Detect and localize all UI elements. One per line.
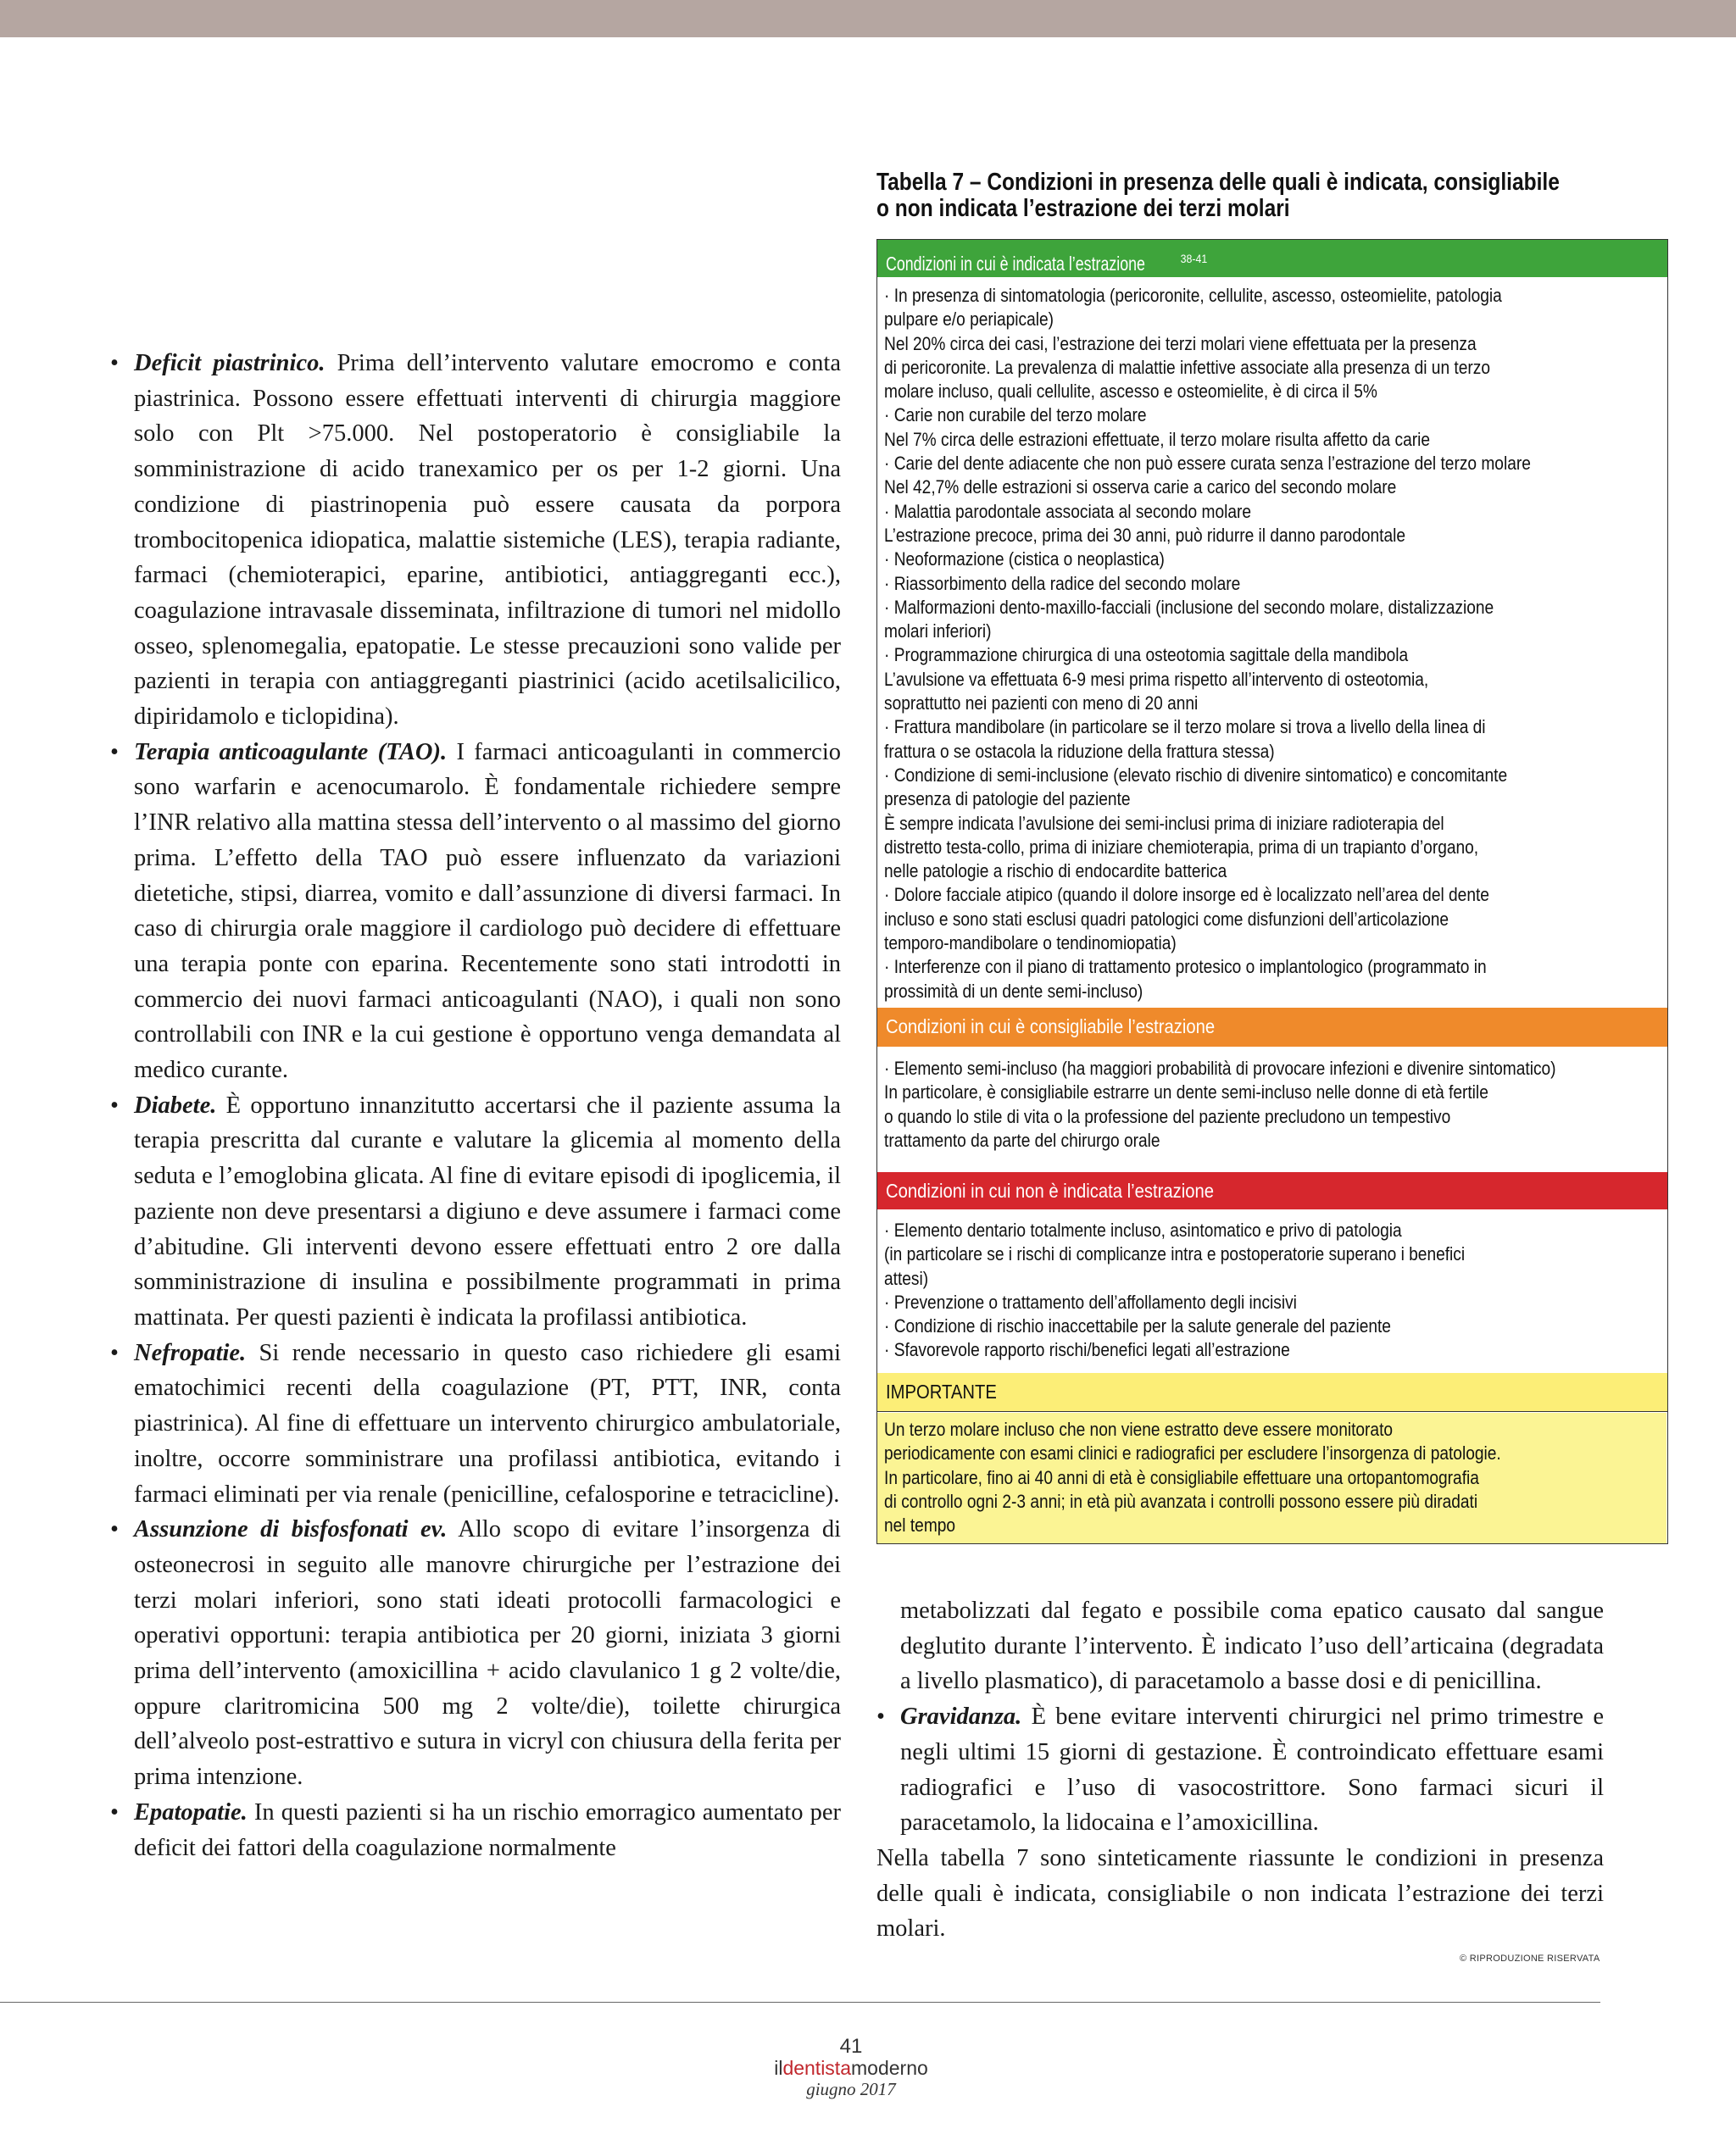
term: Epatopatie. [134, 1798, 248, 1826]
table-line: nel tempo [884, 1515, 956, 1537]
table-line: periodicamente con esami clinici e radiografici per escludere l’insorgenza di patologie. [884, 1442, 1501, 1465]
paragraph-bisfosfonati [110, 1512, 841, 1795]
table-line: presenza di patologie del paziente [884, 788, 1131, 810]
paragraph-closing: Nella tabella 7 sono sinteticamente riassunte le condizioni in presenza delle quali è indicata, consigliabile o non indicata l’estrazione dei terzi molari. [876, 1844, 1604, 1943]
table-line: · Malattia parodontale associata al secondo molare [884, 500, 1252, 522]
table-line: L’avulsione va effettuata 6-9 mesi prima rispetto all’intervento di osteotomia, [884, 668, 1429, 690]
section-body-important [877, 1413, 1666, 1543]
section-header-advisable [877, 1008, 1667, 1047]
section-header-label: Condizioni in cui non è indicata l’estrazione [886, 1180, 1215, 1202]
table-line: · Malformazioni dento-maxillo-facciali (inclusione del secondo molare, distalizzazione [884, 596, 1494, 618]
bullet: • [110, 350, 119, 376]
table-line: (in particolare se i rischi di complicanze intra e postoperatorie superano i benefici [884, 1243, 1466, 1265]
table-line: Nel 20% circa dei casi, l’estrazione dei terzi molari viene effettuata per la presenza [884, 332, 1477, 354]
table-line: In particolare, è consigliabile estrarre un dente semi-incluso nelle donne di età fertile [884, 1081, 1488, 1103]
publication-logo [698, 2058, 1004, 2079]
table-line: · Riassorbimento della radice del secondo molare [884, 572, 1241, 594]
table-line: · Elemento dentario totalmente incluso, asintomatico e privo di patologia [884, 1220, 1402, 1241]
copyright-notice: © RIPRODUZIONE RISERVATA [1460, 1954, 1600, 1964]
table-line: In particolare, fino ai 40 anni di età è consigliabile effettuare una ortopantomografia [884, 1466, 1479, 1488]
conditions-table [876, 239, 1668, 1544]
term: Terapia anticoagulante (TAO). [134, 738, 448, 765]
table-line: molari inferiori) [884, 620, 992, 642]
table-line: · Condizione di semi-inclusione (elevato rischio di divenire sintomatico) e concomitante [884, 764, 1508, 786]
paragraph-diabete [110, 1088, 841, 1336]
table-line: prossimità di un dente semi-incluso) [884, 980, 1143, 1002]
table-lines [884, 1418, 1659, 1537]
table-line: di controllo ogni 2-3 anni; in età più avanzata i controlli possono essere più diradati [884, 1490, 1478, 1512]
table-line: · Interferenze con il piano di trattamento protesico o implantologico (programmato in [884, 956, 1487, 978]
table-line: o quando lo stile di vita o la professione del paziente precludono un tempestivo [884, 1105, 1451, 1127]
table-lines [884, 1219, 1659, 1363]
bullet: • [110, 1092, 119, 1119]
paragraph-text: Allo scopo di evitare l’insorgenza di osteonecrosi in seguito alle manovre chirurgiche per l’estrazione dei terzi molari inferiori, sono stati ideati protocolli farmacologici e operativi opportuni: terapia antibiotica per 20 giorni, iniziata 3 giorni prima dell’intervento (amoxicillina + acido clavulanico 1 g 2 volte/die, oppure claritromicina 500 mg 2 volte/die), toilette chirurgica dell’alveolo post-estrattivo e sutura in vicryl con chiusura della ferita per prima intenzione. [134, 1516, 841, 1791]
brand-text: moderno [851, 2057, 928, 2079]
table-line: Un terzo molare incluso che non viene estratto deve essere monitorato [884, 1419, 1394, 1440]
citation-superscript: 38-41 [1180, 252, 1208, 265]
table-line: incluso e sono stati esclusi quadri patologici come disfunzioni dell’articolazione [884, 908, 1449, 930]
brand-text: il [774, 2057, 783, 2079]
table-line: · Frattura mandibolare (in particolare se il terzo molare si trova a livello della linea di [884, 716, 1486, 738]
term: Deficit piastrinico. [134, 350, 326, 376]
paragraph-deficit-piastrinico [110, 346, 841, 735]
section-header-not-indicated [877, 1172, 1667, 1209]
table-line: · Neoformazione (cistica o neoplastica) [884, 548, 1165, 570]
bullet: • [876, 1704, 885, 1731]
footer-divider [0, 2002, 1600, 2003]
table-line: · Elemento semi-incluso (ha maggiori probabilità di provocare infezioni e divenire sintomatico) [884, 1058, 1556, 1079]
table-line: di pericoronite. La prevalenza di malattie infettive associate alla presenza di un terzo [884, 356, 1490, 378]
table-title-line: Tabella 7 – Condizioni in presenza delle quali è indicata, consigliabile [876, 169, 1560, 196]
table-line: temporo-mandibolare o tendinomiopatia) [884, 932, 1177, 954]
section-body-indicated [884, 284, 1662, 1004]
table-line: · Dolore facciale atipico (quando il dolore insorge ed è localizzato nell’area del dente [884, 884, 1489, 906]
paragraph-text: Si rende necessario in questo caso richiedere gli esami ematochimici recenti della coagulazione (PT, PTT, INR, conta piastrinica). Al fine di effettuare un intervento chirurgico ambulatoriale, inoltre, occorre somministrare una profilassi antibiotica, evitando i farmaci eliminati per via renale (penicilline, cefalosporine e tetracicline). [134, 1339, 841, 1508]
paragraph-epatopatie [110, 1795, 841, 1865]
table-line: · Carie non curabile del terzo molare [884, 404, 1147, 426]
table-line: distretto testa-collo, prima di iniziare chemioterapia, prima di un trapianto d’organo, [884, 836, 1479, 858]
section-header-indicated [877, 240, 1667, 277]
term: Gravidanza. [900, 1704, 1022, 1731]
table-line: Nel 7% circa delle estrazioni effettuate, il terzo molare risulta affetto da carie [884, 428, 1431, 450]
bullet: • [110, 1516, 119, 1543]
section-header-label: Condizioni in cui è indicata l’estrazione [886, 252, 1145, 275]
table-line: frattura o se ostacola la riduzione della frattura stessa) [884, 740, 1275, 762]
paragraph-terapia-anticoagulante [110, 735, 841, 1088]
table-line: · Programmazione chirurgica di una osteotomia sagittale della mandibola [884, 644, 1409, 666]
section-header-label: Condizioni in cui è consigliabile l’estrazione [886, 1015, 1216, 1037]
brand-text: dentista [782, 2057, 851, 2079]
paragraph-text: Prima dell’intervento valutare emocromo e conta piastrinica. Possono essere effettuati interventi di chirurgia maggiore solo con Plt >75.000. Nel postoperatorio è consigliabile la somministrazione di acido tranexamico per os per 1-2 giorni. Una condizione di piastrinopenia può essere causata da porpora trombocitopenica idiopatica, malattie sistemiche (LES), terapia radiante, farmaci (chemioterapici, eparine, antibiotici, antiaggreganti ecc.), coagulazione intravasale disseminata, infiltrazione di tumori nel midollo osseo, splenomegalia, epatopatie. Le stesse precauzioni sono valide per pazienti in terapia con antiaggreganti piastrinici (acido acetilsalicilico, dipiridamolo e ticlopidina). [134, 350, 841, 731]
table-line: È sempre indicata l’avulsione dei semi-inclusi prima di iniziare radioterapia del [884, 812, 1444, 834]
page-footer [698, 2036, 1004, 2099]
table-line: Nel 42,7% delle estrazioni si osserva carie a carico del secondo molare [884, 476, 1397, 498]
table-line: soprattutto nei pazienti con meno di 20 anni [884, 692, 1199, 714]
term: Assunzione di bisfosfonati ev. [134, 1516, 448, 1543]
paragraph-text: In questi pazienti si ha un rischio emorragico aumentato per deficit dei fattori della coagulazione normalmente [134, 1798, 841, 1861]
table-line: molare incluso, quali cellulite, ascesso e osteomielite, è di circa il 5% [884, 381, 1377, 403]
table-line: · Prevenzione o trattamento dell’affollamento degli incisivi [884, 1291, 1297, 1313]
bullet: • [110, 1339, 119, 1366]
bullet: • [110, 738, 119, 765]
term: Diabete. [134, 1092, 217, 1119]
paragraph-nefropatie [110, 1336, 841, 1513]
table-title [876, 170, 1561, 222]
table-line: · Condizione di rischio inaccettabile per la salute generale del paziente [884, 1315, 1391, 1337]
table-line: pulpare e/o periapicale) [884, 308, 1054, 331]
section-header-label: IMPORTANTE [886, 1381, 997, 1403]
issue-date: giugno 2017 [806, 2079, 896, 2099]
table-line: attesi) [884, 1267, 929, 1289]
bullet: • [110, 1798, 119, 1826]
top-color-band [0, 0, 1736, 37]
paragraph-text: È opportuno innanzitutto accertarsi che il paziente assuma la terapia prescritta dal curante e valutare la glicemia al momento della seduta e l’emoglobina glicata. Al fine di evitare episodi di ipoglicemia, il paziente non deve presentarsi a digiuno e deve assumere i farmaci come d’abitudine. Gli interventi devono essere effettuati entro 2 ore dalla somministrazione di insulina e possibilmente programmati in prima mattinata. Per questi pazienti è indicata la profilassi antibiotica. [134, 1092, 841, 1331]
term: Nefropatie. [134, 1339, 247, 1366]
section-header-important [877, 1373, 1667, 1412]
paragraph-gravidanza [876, 1699, 1604, 1841]
table-lines [884, 284, 1659, 1003]
table-line: L’estrazione precoce, prima dei 30 anni, può ridurre il danno parodontale [884, 524, 1406, 546]
table-line: · Carie del dente adiacente che non può essere curata senza l’estrazione del terzo molare [884, 453, 1531, 475]
table-title-line: o non indicata l’estrazione dei terzi molari [876, 195, 1290, 222]
section-body-advisable [884, 1057, 1662, 1169]
paragraph-continuation: metabolizzati dal fegato e possibile coma epatico causato dal sangue deglutito durante l’intervento. È indicato l’uso dell’articaina (degradata a livello plasmatico), di paracetamolo a basse dosi e di penicillina. [900, 1598, 1604, 1695]
right-column [876, 1593, 1604, 1947]
page-number: 41 [839, 2035, 863, 2058]
table-line: trattamento da parte del chirurgo orale [884, 1129, 1160, 1151]
table-line: · In presenza di sintomatologia (pericoronite, cellulite, ascesso, osteomielite, patologia [884, 285, 1502, 306]
paragraph-text: È bene evitare interventi chirurgici nel primo trimestre e negli ultimi 15 giorni di gestazione. È controindicato effettuare esami radiografici e l’uso di vasocostrittore. Sono farmaci sicuri il paracetamolo, la lidocaina e l’amoxicillina. [900, 1704, 1604, 1837]
section-body-not-indicated [884, 1219, 1662, 1371]
table-line: · Sfavorevole rapporto rischi/benefici legati all’estrazione [884, 1339, 1290, 1361]
left-column [110, 346, 841, 1865]
table-lines [884, 1057, 1659, 1153]
paragraph-text: I farmaci anticoagulanti in commercio sono warfarin e acenocumarolo. È fondamentale richiedere sempre l’INR relativo alla mattina stessa dell’intervento o al massimo del giorno prima. L’effetto della TAO può essere influenzato da variazioni dietetiche, stipsi, diarrea, vomito e dall’assunzione di diversi farmaci. In caso di chirurgia orale maggiore il cardiologo può decidere di effettuare una terapia ponte con eparina. Recentemente sono stati introdotti in commercio dei nuovi farmaci anticoagulanti (NAO), i quali non sono controllabili con INR e la cui gestione è opportuno venga demandata al medico curante. [134, 738, 842, 1084]
table-line: nelle patologie a rischio di endocardite batterica [884, 860, 1227, 882]
